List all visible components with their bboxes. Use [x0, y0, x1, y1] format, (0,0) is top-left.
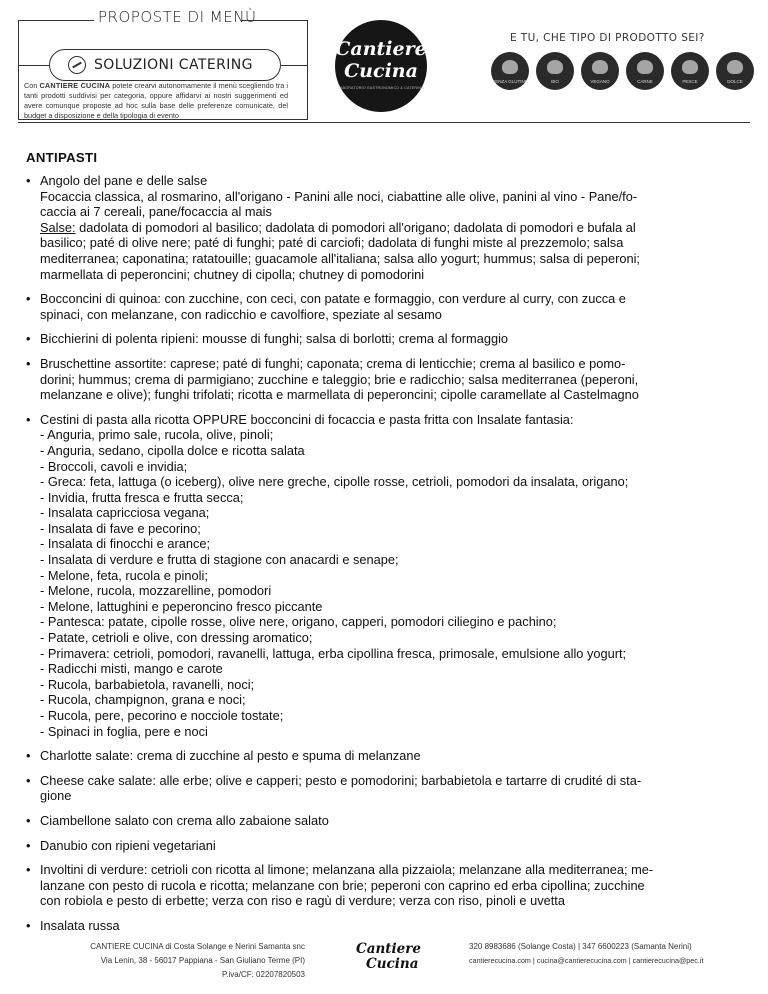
footer: [0, 930, 768, 994]
header-line: [18, 65, 49, 66]
bio-icon: BIO: [536, 52, 574, 90]
salad-item: - Greca: feta, lattuga (o iceberg), olive nere greche, cipolle rosse, cetrioli, pomodori da insalata, origano;: [40, 474, 629, 490]
salad-item: - Rucola, barbabietola, ravanelli, noci;: [40, 676, 255, 692]
header-line: [281, 65, 308, 66]
intro-body: potete crearvi autonomamente il menù scegliendo tra i tanti prodotti suddivisi per categoria, oppure affidarvi ai nostri suggerimenti ed avere comunque proposte ad hoc sulla base delle preferenze comunicate, del budget a disposizione e della tipologia di evento: [24, 81, 289, 120]
salad-item: - Insalata di fave e pecorino;: [40, 520, 201, 536]
salad-item: - Patate, cetrioli e olive, con dressing aromatico;: [40, 630, 313, 646]
dessert-icon: DOLCE: [716, 52, 754, 90]
menu-content: [26, 150, 738, 943]
header-frame: [307, 20, 308, 120]
salad-item: - Melone, feta, rucola e pinoli;: [40, 567, 208, 583]
solutions-badge: [49, 49, 281, 81]
salad-item: - Anguria, sedano, cipolla dolce e ricotta salata: [40, 442, 305, 458]
salad-item: - Insalata di finocchi e arance;: [40, 536, 211, 552]
company-info: CANTIERE CUCINA di Costa Solange e Nerini Samanta snc Via Lenin, 38 - 56017 Pappiana - San Giuliano Terme (PI) P.iva/CF: 02207820503: [90, 942, 305, 979]
brand-logo: [335, 20, 427, 112]
fish-icon: PESCE: [671, 52, 709, 90]
list-item: • Cestini di pasta alla ricotta OPPURE bocconcini di focaccia e pasta fritta con Insalate fantasia: - Anguria, primo sale, rucola, olive, pinoli; - Anguria, sedano, cipolla dolce e ricotta salata - Broccoli, cavoli e invidia; - Greca: feta, lattuga (o iceberg), olive nere greche, cipolle rosse, cetrioli, pomodori da insalata, origano; - Invidia, frutta fresca e frutta secca; - Insalata capricciosa vegana; - Insalata di fave e pecorino; - Insalata di finocchi e arance; - Insalata di verdure e frutta di stagione con anacardi e senape; - Melone, feta, rucola e pinoli; - Melone, rucola, mozzarelline, pomodori - Melone, lattughini e peperoncino fresco piccante - Pantesca: patate, cipolle rosse, olive nere, origano, capperi, pomodori ciliegino e pachino; - Patate, cetrioli e olive, con dressing aromatico; - Primavera: cetrioli, pomodori, ravanelli, lattuga, erba cipollina fresca, primosale, emulsione allo yogurt; - Radicchi misti, mango e carote - Rucola, barbabietola, ravanelli, noci; - Rucola, champignon, grana e noci; - Rucola, pere, pecorino e nocciole tostate; - Spinaci in foglia, pere e noci: [26, 412, 738, 739]
salad-item: - Spinaci in foglia, pere e noci: [40, 723, 208, 739]
salad-item: - Melone, lattughini e peperoncino fresco piccante: [40, 598, 323, 614]
product-question: E TU, CHE TIPO DI PRODOTTO SEI?: [510, 32, 705, 44]
salad-item: - Radicchi misti, mango e carote: [40, 661, 223, 677]
meat-icon: CARNE: [626, 52, 664, 90]
salad-item: - Broccoli, cavoli e invidia;: [40, 458, 188, 474]
salad-item: - Invidia, frutta fresca e frutta secca;: [40, 489, 244, 505]
category-icons: [491, 52, 754, 92]
list-item: • Ciambellone salato con crema allo zabaione salato: [26, 813, 738, 829]
logo-line: Cucina: [344, 60, 418, 82]
intro-brand: CANTIERE CUCINA: [39, 81, 111, 90]
salse-label: Salse:: [40, 219, 76, 235]
section-title: ANTIPASTI: [26, 150, 98, 165]
footer-logo: Cantiere Cucina: [356, 941, 421, 972]
salad-item: - Melone, rucola, mozzarelline, pomodori: [40, 583, 272, 599]
catering-icon: [68, 56, 86, 74]
salad-item: - Insalata di verdure e frutta di stagione con anacardi e senape;: [40, 552, 399, 568]
list-item: • Danubio con ripieni vegetariani: [26, 838, 738, 854]
salad-item: - Insalata capricciosa vegana;: [40, 505, 210, 521]
header-line: [18, 20, 94, 21]
salad-item: - Anguria, primo sale, rucola, olive, pinoli;: [40, 427, 274, 443]
header-info-box: [18, 8, 308, 120]
intro-pre: Con: [24, 81, 40, 90]
list-item: • Cheese cake salate: alle erbe; olive e capperi; pesto e pomodorini; barbabietola e tartarre di crudité di sta- gione: [26, 773, 738, 804]
list-item: • Angolo del pane e delle salse Focaccia classica, al rosmarino, all'origano - Panini alle noci, ciabattine alle olive, panini al vino - Pane/fo- caccia ai 7 cereali, pane/focaccia al mais Salse: dadolata di pomodori al basilico; dadolata di pomodori all'origano; dadolata di pomodori e bufala al basilico; paté di olive nere; paté di funghi; paté di carciofi; dadolata di funghi miste al prezzemolo; salsa mediterranea; caponatina; ratatouille; guacamole all'italiana; salsa allo yogurt; hummus; salsa di peperoni; marmellata di peperoncini; chutney di cipolla; chutney di pomodorini: [26, 173, 738, 282]
list-item: • Bicchierini di polenta ripieni: mousse di funghi; salsa di borlotti; crema al formaggio: [26, 331, 738, 347]
list-item: • Charlotte salate: crema di zucchine al pesto e spuma di melanzane: [26, 748, 738, 764]
gluten-free-icon: SENZA GLUTINE: [491, 52, 529, 90]
salad-item: - Pantesca: patate, cipolle rosse, olive nere, origano, capperi, pomodori ciliegino e pachino;: [40, 614, 557, 630]
salad-item: - Rucola, pere, pecorino e nocciole tostate;: [40, 708, 284, 723]
salad-item: - Primavera: cetrioli, pomodori, ravanelli, lattuga, erba cipollina fresca, primosale, emulsione allo yogurt;: [40, 645, 627, 661]
salad-item: - Rucola, champignon, grana e noci;: [40, 692, 246, 708]
header-frame: [18, 20, 19, 120]
solutions-title: SOLUZIONI CATERING: [94, 57, 253, 73]
list-item: • Bocconcini di quinoa: con zucchine, con ceci, con patate e formaggio, con verdure al curry, con zucca e spinaci, con melanzane, con radicchio e cavolfiore, speziate al sesamo: [26, 291, 738, 322]
vegan-icon: VEGANO: [581, 52, 619, 90]
list-item: • Insalata russa: [26, 918, 738, 934]
proposte-title: PROPOSTE DI MENÙ: [98, 8, 257, 26]
contact-info: 320 8983686 (Solange Costa) | 347 6600223 (Samanta Nerini) cantierecucina.com | cucina@cantierecucina.com | cantierecucina@pec.it: [469, 942, 704, 965]
header: [0, 0, 768, 122]
list-item: • Bruschettine assortite: caprese; paté di funghi; caponata; crema di lenticchie; crema al basilico e pomo- dorini; hummus; crema di parmigiano; zucchine e taleggio; brie e radicchio; salsa mediterranea (peperoni, melanzane e olive); funghi trifolati; ricotta e marmellata di peperoncini; cipolle caramellate al Castelmagno: [26, 356, 738, 403]
list-item: • Involtini di verdure: cetrioli con ricotta al limone; melanzana alla pizzaiola; melanzane alla mediterranea; me- lanzane con pesto di rucola e ricotta; melanzane con brie; peperoni con caprino ed erba cipollina; zucchine con robiola e pesto di erbette; verza con riso e ragù di verdure; verza con riso, pinoli e uvetta: [26, 862, 738, 909]
header-rule: [18, 122, 750, 123]
intro-text: [24, 81, 288, 121]
logo-subtitle: LABORATORIO GASTRONOMICO & CATERING: [337, 86, 425, 90]
logo-line: Cantiere: [335, 38, 427, 60]
